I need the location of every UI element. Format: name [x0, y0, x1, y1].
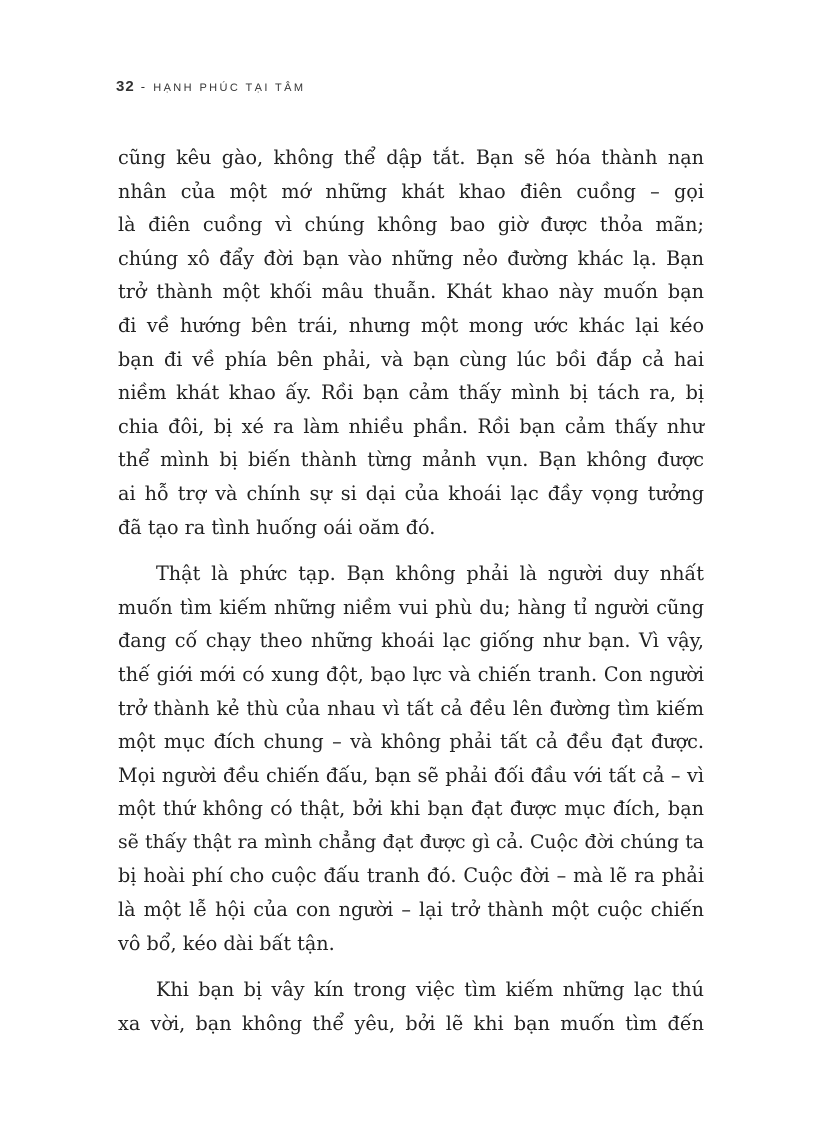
text-line: đã tạo ra tình huống oái oăm đó. — [118, 515, 436, 539]
paragraph-2 — [118, 557, 704, 960]
text-line: trở thành kẻ thù của nhau vì tất cả đều lên đường tìm kiếm — [118, 696, 704, 720]
text-line: niềm khát khao ấy. Rồi bạn cảm thấy mình bị tách ra, bị — [118, 381, 704, 405]
text-line: đi về hướng bên trái, nhưng một mong ước khác lại kéo — [118, 313, 704, 337]
book-title: HẠNH PHÚC TẠI TÂM — [153, 82, 306, 94]
text-line: bị hoài phí cho cuộc đấu tranh đó. Cuộc đời – mà lẽ ra phải — [118, 864, 704, 888]
body-text — [118, 141, 704, 1053]
text-line: Mọi người đều chiến đấu, bạn sẽ phải đối đầu với tất cả – vì — [118, 763, 704, 787]
text-line: một mục đích chung – và không phải tất cả đều đạt được. — [118, 730, 704, 754]
text-line: thế giới mới có xung đột, bạo lực và chiến tranh. Con người — [118, 662, 704, 686]
text-line: nhân của một mớ những khát khao điên cuồng – gọi — [118, 179, 704, 203]
text-line: vô bổ, kéo dài bất tận. — [118, 931, 335, 955]
text-line: Khi bạn bị vây kín trong việc tìm kiếm những lạc thú — [156, 978, 704, 1002]
text-line: đang cố chạy theo những khoái lạc giống như bạn. Vì vậy, — [118, 629, 704, 653]
text-line: Thật là phức tạp. Bạn không phải là người duy nhất — [156, 562, 704, 586]
text-line: chúng xô đẩy đời bạn vào những nẻo đường khác lạ. Bạn — [118, 246, 704, 270]
text-line: là một lễ hội của con người – lại trở thành một cuộc chiến — [118, 898, 704, 922]
paragraph-1 — [118, 141, 704, 544]
text-line: xa vời, bạn không thể yêu, bởi lẽ khi bạn muốn tìm đến — [118, 1011, 704, 1035]
text-line: cũng kêu gào, không thể dập tắt. Bạn sẽ hóa thành nạn — [118, 146, 704, 169]
text-line: thể mình bị biến thành từng mảnh vụn. Bạn không được — [118, 448, 704, 472]
running-header — [116, 78, 305, 95]
text-line: một thứ không có thật, bởi khi bạn đạt được mục đích, bạn — [118, 797, 704, 821]
header-separator: - — [140, 79, 148, 94]
page-number: 32 — [116, 78, 135, 95]
text-line: chia đôi, bị xé ra làm nhiều phần. Rồi bạn cảm thấy như — [118, 414, 704, 438]
text-line: sẽ thấy thật ra mình chẳng đạt được gì cả. Cuộc đời chúng ta — [118, 831, 704, 853]
text-line: ai hỗ trợ và chính sự si dại của khoái lạc đầy vọng tưởng — [118, 481, 704, 505]
text-line: bạn đi về phía bên phải, và bạn cùng lúc bồi đắp cả hai — [118, 347, 704, 371]
paragraph-3 — [118, 973, 704, 1040]
text-line: là điên cuồng vì chúng không bao giờ được thỏa mãn; — [118, 213, 704, 237]
text-line: muốn tìm kiếm những niềm vui phù du; hàng tỉ người cũng — [118, 595, 704, 619]
text-line: trở thành một khối mâu thuẫn. Khát khao này muốn bạn — [118, 280, 704, 304]
